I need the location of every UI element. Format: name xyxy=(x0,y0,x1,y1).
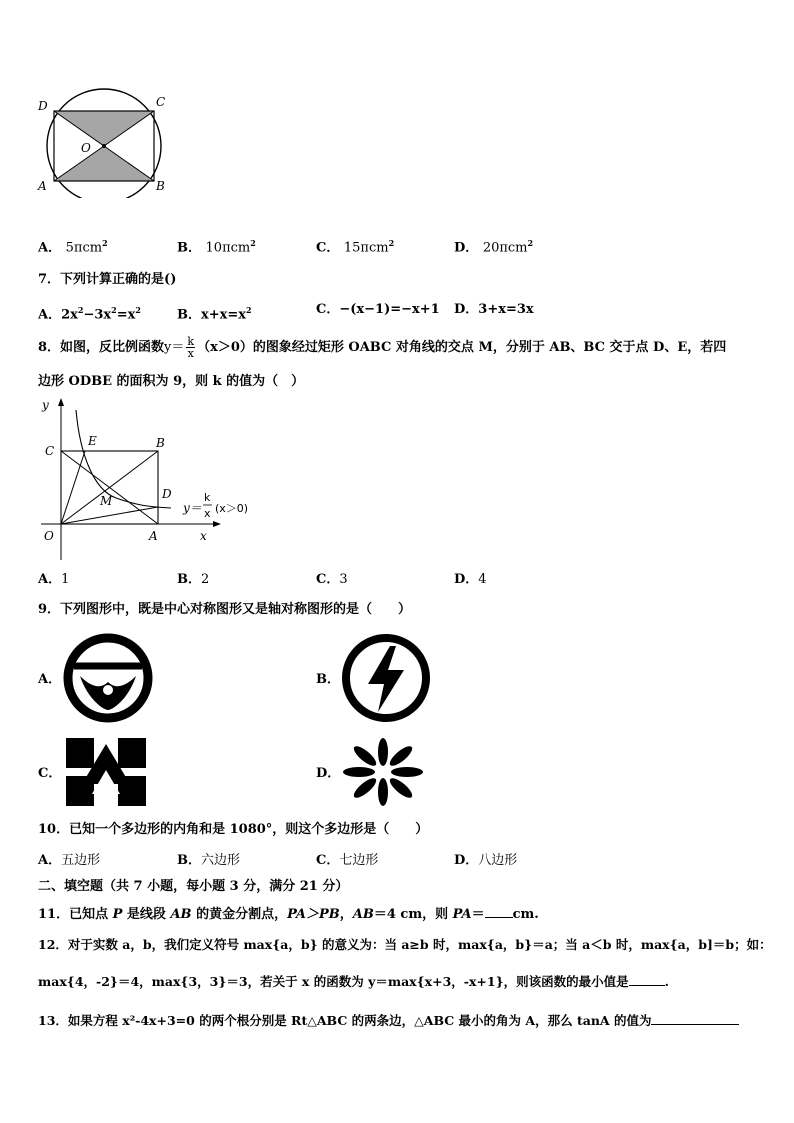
label-a: A xyxy=(149,529,158,543)
q10-option-a: A．五边形 xyxy=(38,853,101,868)
q8-option-d: D．4 xyxy=(454,572,487,587)
q7-option-c: C．−(x−1)=−x+1 xyxy=(316,302,440,317)
q7-option-b: B．$x+x=x^2$ xyxy=(177,305,252,323)
q6-option-b: B． 10πcm$^2$ xyxy=(177,238,256,256)
q9-stem: 9．下列图形中，既是中心对称图形又是轴对称图形的是（ ） xyxy=(38,602,412,617)
label-a: A xyxy=(38,179,47,193)
q8-option-c: C．3 xyxy=(316,572,348,587)
q10-option-c: C．七边形 xyxy=(316,853,379,868)
q12-line1: 12．对于实数 a，b，我们定义符号 max{a，b} 的意义为：当 a≥b 时，max{a，b}＝a；当 a＜b 时，max{a，b]＝b；如： xyxy=(38,937,772,952)
q7-option-d: D．3+x=3x xyxy=(454,302,534,317)
label-o: O xyxy=(44,529,54,543)
label-y: y xyxy=(42,398,49,412)
q13-text: 13．如果方程 x²-4x+3=0 的两个根分别是 Rt△ABC 的两条边，△ABC 最小的角为 A，那么 tanA 的值为 xyxy=(38,1012,739,1029)
symbol-d-image xyxy=(340,736,426,808)
q6-option-d: D． 20πcm$^2$ xyxy=(454,238,534,256)
section-2-heading: 二、填空题（共 7 小题，每小题 3 分，满分 21 分） xyxy=(38,879,349,894)
line-od xyxy=(61,507,158,524)
q9-option-d-letter: D． xyxy=(316,766,341,781)
q9-option-b-letter: B． xyxy=(316,672,340,687)
q13-answer-blank xyxy=(651,1012,739,1025)
label-d: D xyxy=(38,99,48,113)
label-c: C xyxy=(156,95,166,109)
label-e: E xyxy=(88,434,97,448)
q10-option-b: B．六边形 xyxy=(177,853,241,868)
q9-option-a-letter: A． xyxy=(38,672,62,687)
curve-label-den: x xyxy=(204,507,211,520)
q8-option-b: B．2 xyxy=(177,572,210,587)
label-x: x xyxy=(200,529,207,543)
label-c: C xyxy=(45,444,55,458)
q8-stem-line2: 边形 ODBE 的面积为 9，则 k 的值为（ ） xyxy=(38,374,305,389)
q11-text: 11．已知点 P 是线段 AB 的黄金分割点，PA＞PB，AB＝4 cm，则 PA＝ cm. xyxy=(38,907,539,922)
x-axis-arrow xyxy=(213,521,221,527)
q8-option-a: A．1 xyxy=(38,572,70,587)
curve-label-num: k xyxy=(204,491,211,504)
q6-option-c: C． 15πcm$^2$ xyxy=(316,238,395,256)
q8-stem-line1: 8．如图，反比例函数y＝ $\frac{k}{x}$ （x＞0）的图象经过矩形 OABC 对角线的交点 M，分别于 AB、BC 交于点 D、E，若四 xyxy=(38,335,727,360)
line-oe xyxy=(61,451,85,524)
curve-label-cond: (x＞0) xyxy=(215,502,249,515)
symbol-c-image xyxy=(64,736,148,808)
q9-option-c-letter: C． xyxy=(38,766,62,781)
q6-option-a: A． 5πcm$^2$ xyxy=(38,238,108,256)
q7-stem: 7．下列计算正确的是() xyxy=(38,272,177,287)
symbol-a-image xyxy=(60,630,156,726)
label-d: D xyxy=(162,487,172,501)
symbol-b-image xyxy=(338,630,434,726)
label-b: B xyxy=(156,179,165,193)
label-o: O xyxy=(81,141,91,155)
y-axis-arrow xyxy=(58,398,64,406)
q11-answer-blank xyxy=(485,905,513,918)
circle-rectangle-figure xyxy=(28,78,178,198)
hyperbola-curve xyxy=(76,410,171,508)
q10-stem: 10．已知一个多边形的内角和是 1080°，则这个多边形是（ ） xyxy=(38,822,429,837)
q10-option-d: D．八边形 xyxy=(454,853,518,868)
label-b: B xyxy=(156,436,165,450)
q12-line2: max{4，-2}＝4，max{3，3}＝3，若关于 x 的函数为 y＝max{x+3，-x+1}，则该函数的最小值是 . xyxy=(38,974,670,989)
curve-label-y: y＝ xyxy=(183,501,202,515)
hyperbola-rectangle-figure xyxy=(36,395,266,565)
q12-answer-blank xyxy=(629,973,665,986)
q7-option-a: A．$2x^2-3x^2=x^2$ xyxy=(38,305,141,323)
center-point xyxy=(102,144,106,148)
label-m: M xyxy=(100,494,113,508)
